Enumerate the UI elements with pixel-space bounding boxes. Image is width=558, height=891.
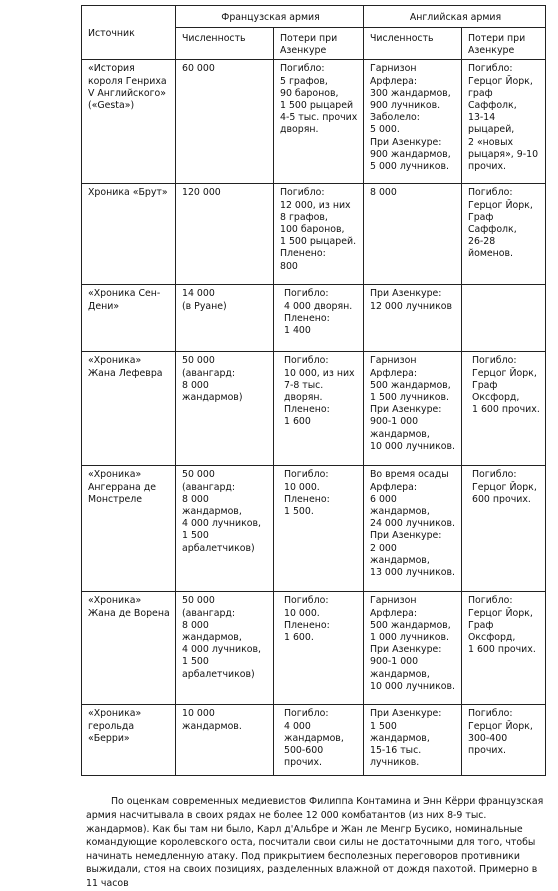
cell-english-size: 8 000 [364, 184, 462, 285]
cell-english-losses: Погибло: Герцог Йорк, 600 прочих. [462, 466, 546, 592]
cell-english-losses: Погибло: Герцог Йорк, Граф Саффолк, 26-28 йоменов. [462, 184, 546, 285]
cell-source: Хроника «Брут» [82, 184, 176, 285]
header-english-size: Численность [364, 28, 462, 60]
cell-english-losses: Погибло: Герцог Йорк, 300-400 прочих. [462, 705, 546, 776]
table-row [82, 60, 546, 184]
cell-french-size: 60 000 [176, 60, 274, 184]
table-header-row [82, 6, 546, 28]
cell-french-losses: Погибло: 10 000. Пленено: 1 500. [274, 466, 364, 592]
cell-source: «Хроника» Ангеррана де Монстреле [82, 466, 176, 592]
cell-english-size: Гарнизон Арфлера: 500 жандармов, 1 000 лучников. При Азенкуре: 900-1 000 жандармов, 10 000 лучников. [364, 592, 462, 705]
table-row [82, 285, 546, 352]
cell-english-losses: Погибло: Герцог Йорк, Граф Оксфорд, 1 600 прочих. [462, 352, 546, 466]
cell-source: «Хроника» Жана Лефевра [82, 352, 176, 466]
cell-french-losses: Погибло: 5 графов, 90 баронов, 1 500 рыцарей 4-5 тыс. прочих дворян. [274, 60, 364, 184]
cell-french-losses: Погибло: 10 000. Пленено: 1 600. [274, 592, 364, 705]
cell-english-losses: Погибло: Герцог Йорк, граф Саффолк, 13-14 рыцарей, 2 «новых рыцаря», 9-10 прочих. [462, 60, 546, 184]
table-row [82, 592, 546, 705]
cell-french-losses: Погибло: 10 000, из них 7-8 тыс. дворян. Пленено: 1 600 [274, 352, 364, 466]
table-row [82, 352, 546, 466]
cell-french-size: 50 000 (авангард: 8 000 жандармов, 4 000 лучников, 1 500 арбалетчиков) [176, 592, 274, 705]
cell-source: «История короля Генриха V Английского» («Gesta») [82, 60, 176, 184]
cell-french-losses: Погибло: 4 000 дворян. Пленено: 1 400 [274, 285, 364, 352]
table-row [82, 466, 546, 592]
cell-french-losses: Погибло: 4 000 жандармов, 500-600 прочих. [274, 705, 364, 776]
sources-table [81, 5, 546, 776]
cell-english-losses: Погибло: Герцог Йорк, Граф Оксфорд, 1 600 прочих. [462, 592, 546, 705]
header-french-size: Численность [176, 28, 274, 60]
header-french-losses: Потери при Азенкуре [274, 28, 364, 60]
cell-french-size: 14 000 (в Руане) [176, 285, 274, 352]
cell-source: «Хроника Сен- Дени» [82, 285, 176, 352]
header-french-army: Французская армия [176, 6, 364, 28]
cell-english-size: Гарнизон Арфлера: 300 жандармов, 900 лучников. Заболело: 5 000. При Азенкуре: 900 жандармов, 5 000 лучников. [364, 60, 462, 184]
cell-french-size: 50 000 (авангард: 8 000 жандармов) [176, 352, 274, 466]
cell-french-size: 10 000 жандармов. [176, 705, 274, 776]
cell-source: «Хроника» Жана де Ворена [82, 592, 176, 705]
header-english-losses: Потери при Азенкуре [462, 28, 546, 60]
table-row [82, 705, 546, 776]
header-source: Источник [82, 6, 176, 60]
cell-english-size: Гарнизон Арфлера: 500 жандармов, 1 500 лучников. При Азенкуре: 900-1 000 жандармов, 10 000 лучников. [364, 352, 462, 466]
cell-english-size: При Азенкуре: 12 000 лучников [364, 285, 462, 352]
cell-french-size: 50 000 (авангард: 8 000 жандармов, 4 000 лучников, 1 500 арбалетчиков) [176, 466, 274, 592]
cell-english-losses [462, 285, 546, 352]
cell-source: «Хроника» герольда «Берри» [82, 705, 176, 776]
table-row [82, 184, 546, 285]
body-paragraph: По оценкам современных медиевистов Филиппа Контамина и Энн Кёрри французская армия насчитывала в своих рядах не более 12 000 комбатантов (из них 8-9 тыс. жандармов). Как бы там ни было, Карл д'Альбре и Жан ле Менгр Бусико, номинальные командующие королевского оста, посчитали свои силы не достаточными для того, чтобы начинать немедленную атаку. Под прикрытием бесполезных переговоров противники выжидали, стоя на своих позициях, разделенных влажной от дождя пахотой. Примерно в 11 часов [86, 796, 544, 889]
cell-french-size: 120 000 [176, 184, 274, 285]
cell-english-size: Во время осады Арфлера: 6 000 жандармов, 24 000 лучников. При Азенкуре: 2 000 жандармов, 13 000 лучников. [364, 466, 462, 592]
header-english-army: Английская армия [364, 6, 546, 28]
cell-english-size: При Азенкуре: 1 500 жандармов, 15-16 тыс. лучников. [364, 705, 462, 776]
cell-french-losses: Погибло: 12 000, из них 8 графов, 100 баронов, 1 500 рыцарей. Пленено: 800 [274, 184, 364, 285]
